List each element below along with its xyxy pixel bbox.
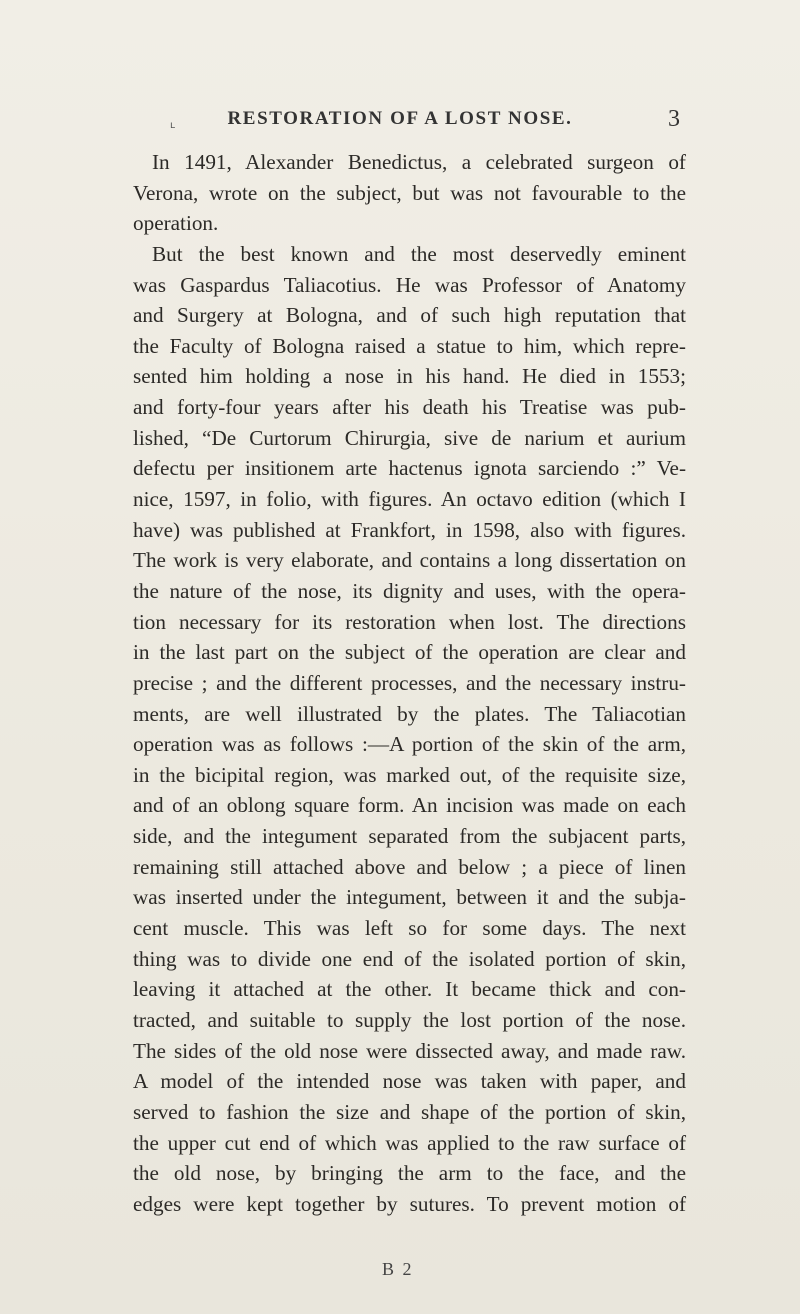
text-line: and of an oblong square form. An incision was made on each [133, 793, 686, 818]
running-head-title: RESTORATION OF A LOST NOSE. [227, 108, 573, 129]
text-line: precise ; and the different processes, and the necessary instru- [133, 670, 686, 695]
text-line: was inserted under the integument, between it and the subja- [133, 885, 686, 910]
text-line: the old nose, by bringing the arm to the face, and the [133, 1161, 686, 1186]
text-line: cent muscle. This was left so for some days. The next [133, 916, 686, 941]
text-line: in the bicipital region, was marked out, of the requisite size, [133, 762, 686, 787]
text-line: ments, are well illustrated by the plates. The Taliacotian [133, 701, 686, 726]
text-line: and Surgery at Bologna, and of such high reputation that [133, 303, 686, 328]
printer-mark: ʟ [170, 120, 176, 131]
text-line: tracted, and suitable to supply the lost portion of the nose. [133, 1007, 686, 1032]
text-line: remaining still attached above and below ; a piece of linen [133, 854, 686, 879]
text-line: the upper cut end of which was applied to the raw surface of [133, 1130, 686, 1155]
text-line: edges were kept together by sutures. To prevent motion of [133, 1191, 686, 1216]
text-line: side, and the integument separated from the subjacent parts, [133, 824, 686, 849]
text-line: in the last part on the subject of the operation are clear and [133, 640, 686, 665]
text-line: tion necessary for its restoration when lost. The directions [133, 609, 686, 634]
text-line: But the best known and the most deservedly eminent [152, 241, 686, 266]
text-line: operation. [133, 211, 219, 236]
text-line: served to fashion the size and shape of the portion of skin, [133, 1099, 686, 1124]
text-line: nice, 1597, in folio, with figures. An octavo edition (which I [133, 487, 686, 512]
page-number: 3 [668, 106, 680, 132]
text-line: and forty-four years after his death his Treatise was pub- [133, 395, 686, 420]
text-line: operation was as follows :—A portion of the skin of the arm, [133, 732, 686, 757]
text-line: was Gaspardus Taliacotius. He was Professor of Anatomy [133, 272, 686, 297]
running-head [0, 108, 800, 138]
text-line: The sides of the old nose were dissected away, and made raw. [133, 1038, 686, 1063]
text-line: leaving it attached at the other. It became thick and con- [133, 977, 686, 1002]
text-line: The work is very elaborate, and contains a long dissertation on [133, 548, 686, 573]
text-line: lished, “De Curtorum Chirurgia, sive de narium et aurium [133, 425, 686, 450]
text-line: sented him holding a nose in his hand. He died in 1553; [133, 364, 686, 389]
text-line: Verona, wrote on the subject, but was not favourable to the [133, 180, 686, 205]
text-line: the nature of the nose, its dignity and uses, with the opera- [133, 578, 686, 603]
text-line: thing was to divide one end of the isolated portion of skin, [133, 946, 686, 971]
body-text [133, 147, 686, 1219]
text-line: have) was published at Frankfort, in 1598, also with figures. [133, 517, 686, 542]
signature-mark: B 2 [382, 1259, 414, 1279]
text-line: A model of the intended nose was taken with paper, and [133, 1069, 686, 1094]
text-line: the Faculty of Bologna raised a statue to him, which repre- [133, 333, 686, 358]
text-line: In 1491, Alexander Benedictus, a celebrated surgeon of [152, 150, 686, 174]
text-line: defectu per insitionem arte hactenus ignota sarciendo :” Ve- [133, 456, 686, 481]
